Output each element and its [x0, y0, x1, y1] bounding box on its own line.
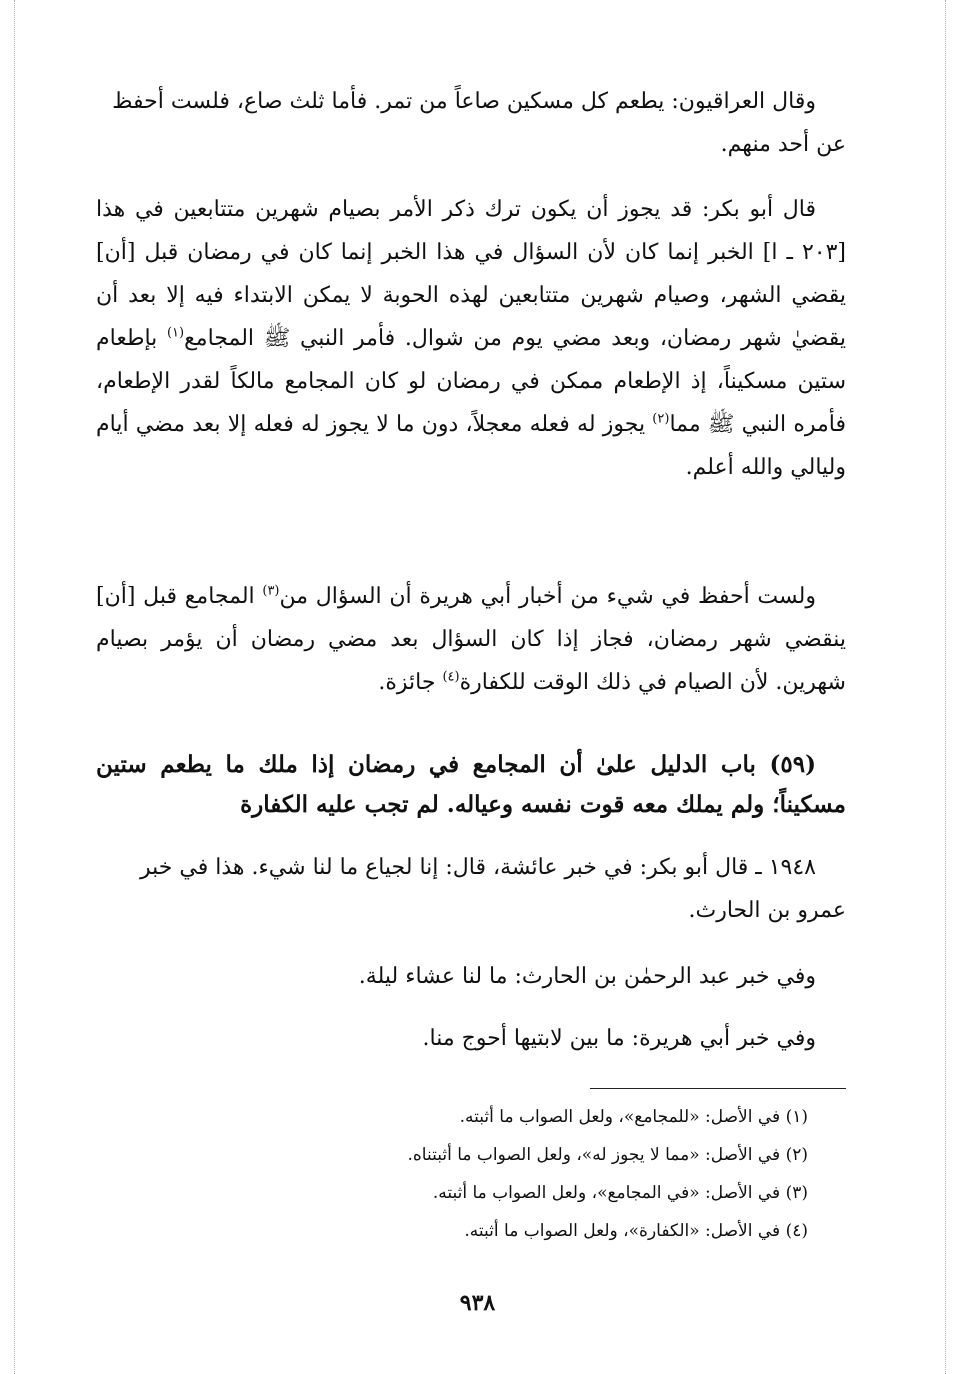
footnote-ref-1: (١) — [166, 325, 185, 341]
paragraph-3-part-c: جائزة. — [378, 670, 443, 695]
paragraph-4 — [96, 846, 846, 932]
left-edge-dots — [14, 0, 15, 1374]
footnote-4: (٤) في الأصل: «الكفارة»، ولعل الصواب ما أثبته. — [464, 1221, 808, 1241]
footnotes — [96, 1098, 808, 1250]
chapter-heading — [96, 745, 846, 825]
footnote-2: (٢) في الأصل: «مما لا يجوز له»، ولعل الصواب ما أثبتناه. — [407, 1145, 808, 1165]
chapter-heading-text: (٥٩) باب الدليل علىٰ أن المجامع في رمضان إذا ملك ما يطعم ستين مسكيناً؛ ولم يملك معه قوت نفسه وعياله. لم تجب عليه الكفارة — [96, 751, 846, 818]
page-number: ٩٣٨ — [459, 1290, 496, 1316]
paragraph-1-text: وقال العراقيون: يطعم كل مسكين صاعاً من تمر. فأما ثلث صاع، فلست أحفظ عن أحد منهم. — [112, 89, 846, 157]
right-edge-dots — [945, 0, 946, 1374]
paragraph-1 — [96, 80, 846, 166]
paragraph-2-part-b: بإطعام ستين مسكيناً، إذ الإطعام ممكن في رمضان لو كان المجامع مالكاً لقدر الإطعام، فأمره النبي ﷺ مما — [96, 326, 846, 437]
paragraph-3 — [96, 575, 846, 704]
footnote-1: (١) في الأصل: «للمجامع»، ولعل الصواب ما أثبته. — [459, 1107, 808, 1127]
hadith-1948-text: ١٩٤٨ ـ قال أبو بكر: في خبر عائشة، قال: إنا لجياع ما لنا شيء. هذا في خبر عمرو بن الحارث. — [140, 855, 846, 923]
paragraph-5-text: وفي خبر عبد الرحمٰن بن الحارث: ما لنا عشاء ليلة. — [358, 964, 816, 989]
paragraph-3-part-a: ولست أحفظ في شيء من أخبار أبي هريرة أن السؤال من — [279, 584, 816, 609]
paragraph-6 — [96, 1017, 846, 1060]
footnote-ref-3: (٣) — [262, 583, 280, 599]
paragraph-2-part-c: يجوز له فعله معجلاً، دون ما لا يجوز له فعله إلا بعد مضي أيام وليالي والله أعلم. — [96, 412, 846, 480]
paragraph-2-part-a: قال أبو بكر: قد يجوز أن يكون ترك ذكر الأمر بصيام شهرين متتابعين في هذا [٢٠٣ ـ ا] الخبر إنما كان لأن السؤال في هذا الخبر إنما كان في رمضان قبل [أن] يقضي الشهر، وصيام شهرين متتابعين لهذه الحوبة لا يمكن الابتداء فيه إلا بعد أن يقضيٰ شهر رمضان، وبعد مضي يوم من شوال. فأمر النبي ﷺ المجامع — [96, 197, 846, 351]
paragraph-5 — [96, 955, 846, 998]
paragraph-6-text: وفي خبر أبي هريرة: ما بين لابتيها أحوج منا. — [422, 1026, 816, 1051]
paragraph-2 — [96, 188, 846, 489]
paragraph-3-part-b: المجامع قبل [أن] ينقضي شهر رمضان، فجاز إذا كان السؤال بعد مضي رمضان أن يؤمر بصيام شهرين. لأن الصيام في ذلك الوقت للكفارة — [96, 584, 846, 695]
footnote-3: (٣) في الأصل: «في المجامع»، ولعل الصواب ما أثبته. — [432, 1183, 808, 1203]
footnote-separator — [590, 1088, 846, 1089]
footnote-ref-2: (٢) — [652, 411, 670, 427]
footnote-ref-4: (٤) — [442, 669, 460, 685]
